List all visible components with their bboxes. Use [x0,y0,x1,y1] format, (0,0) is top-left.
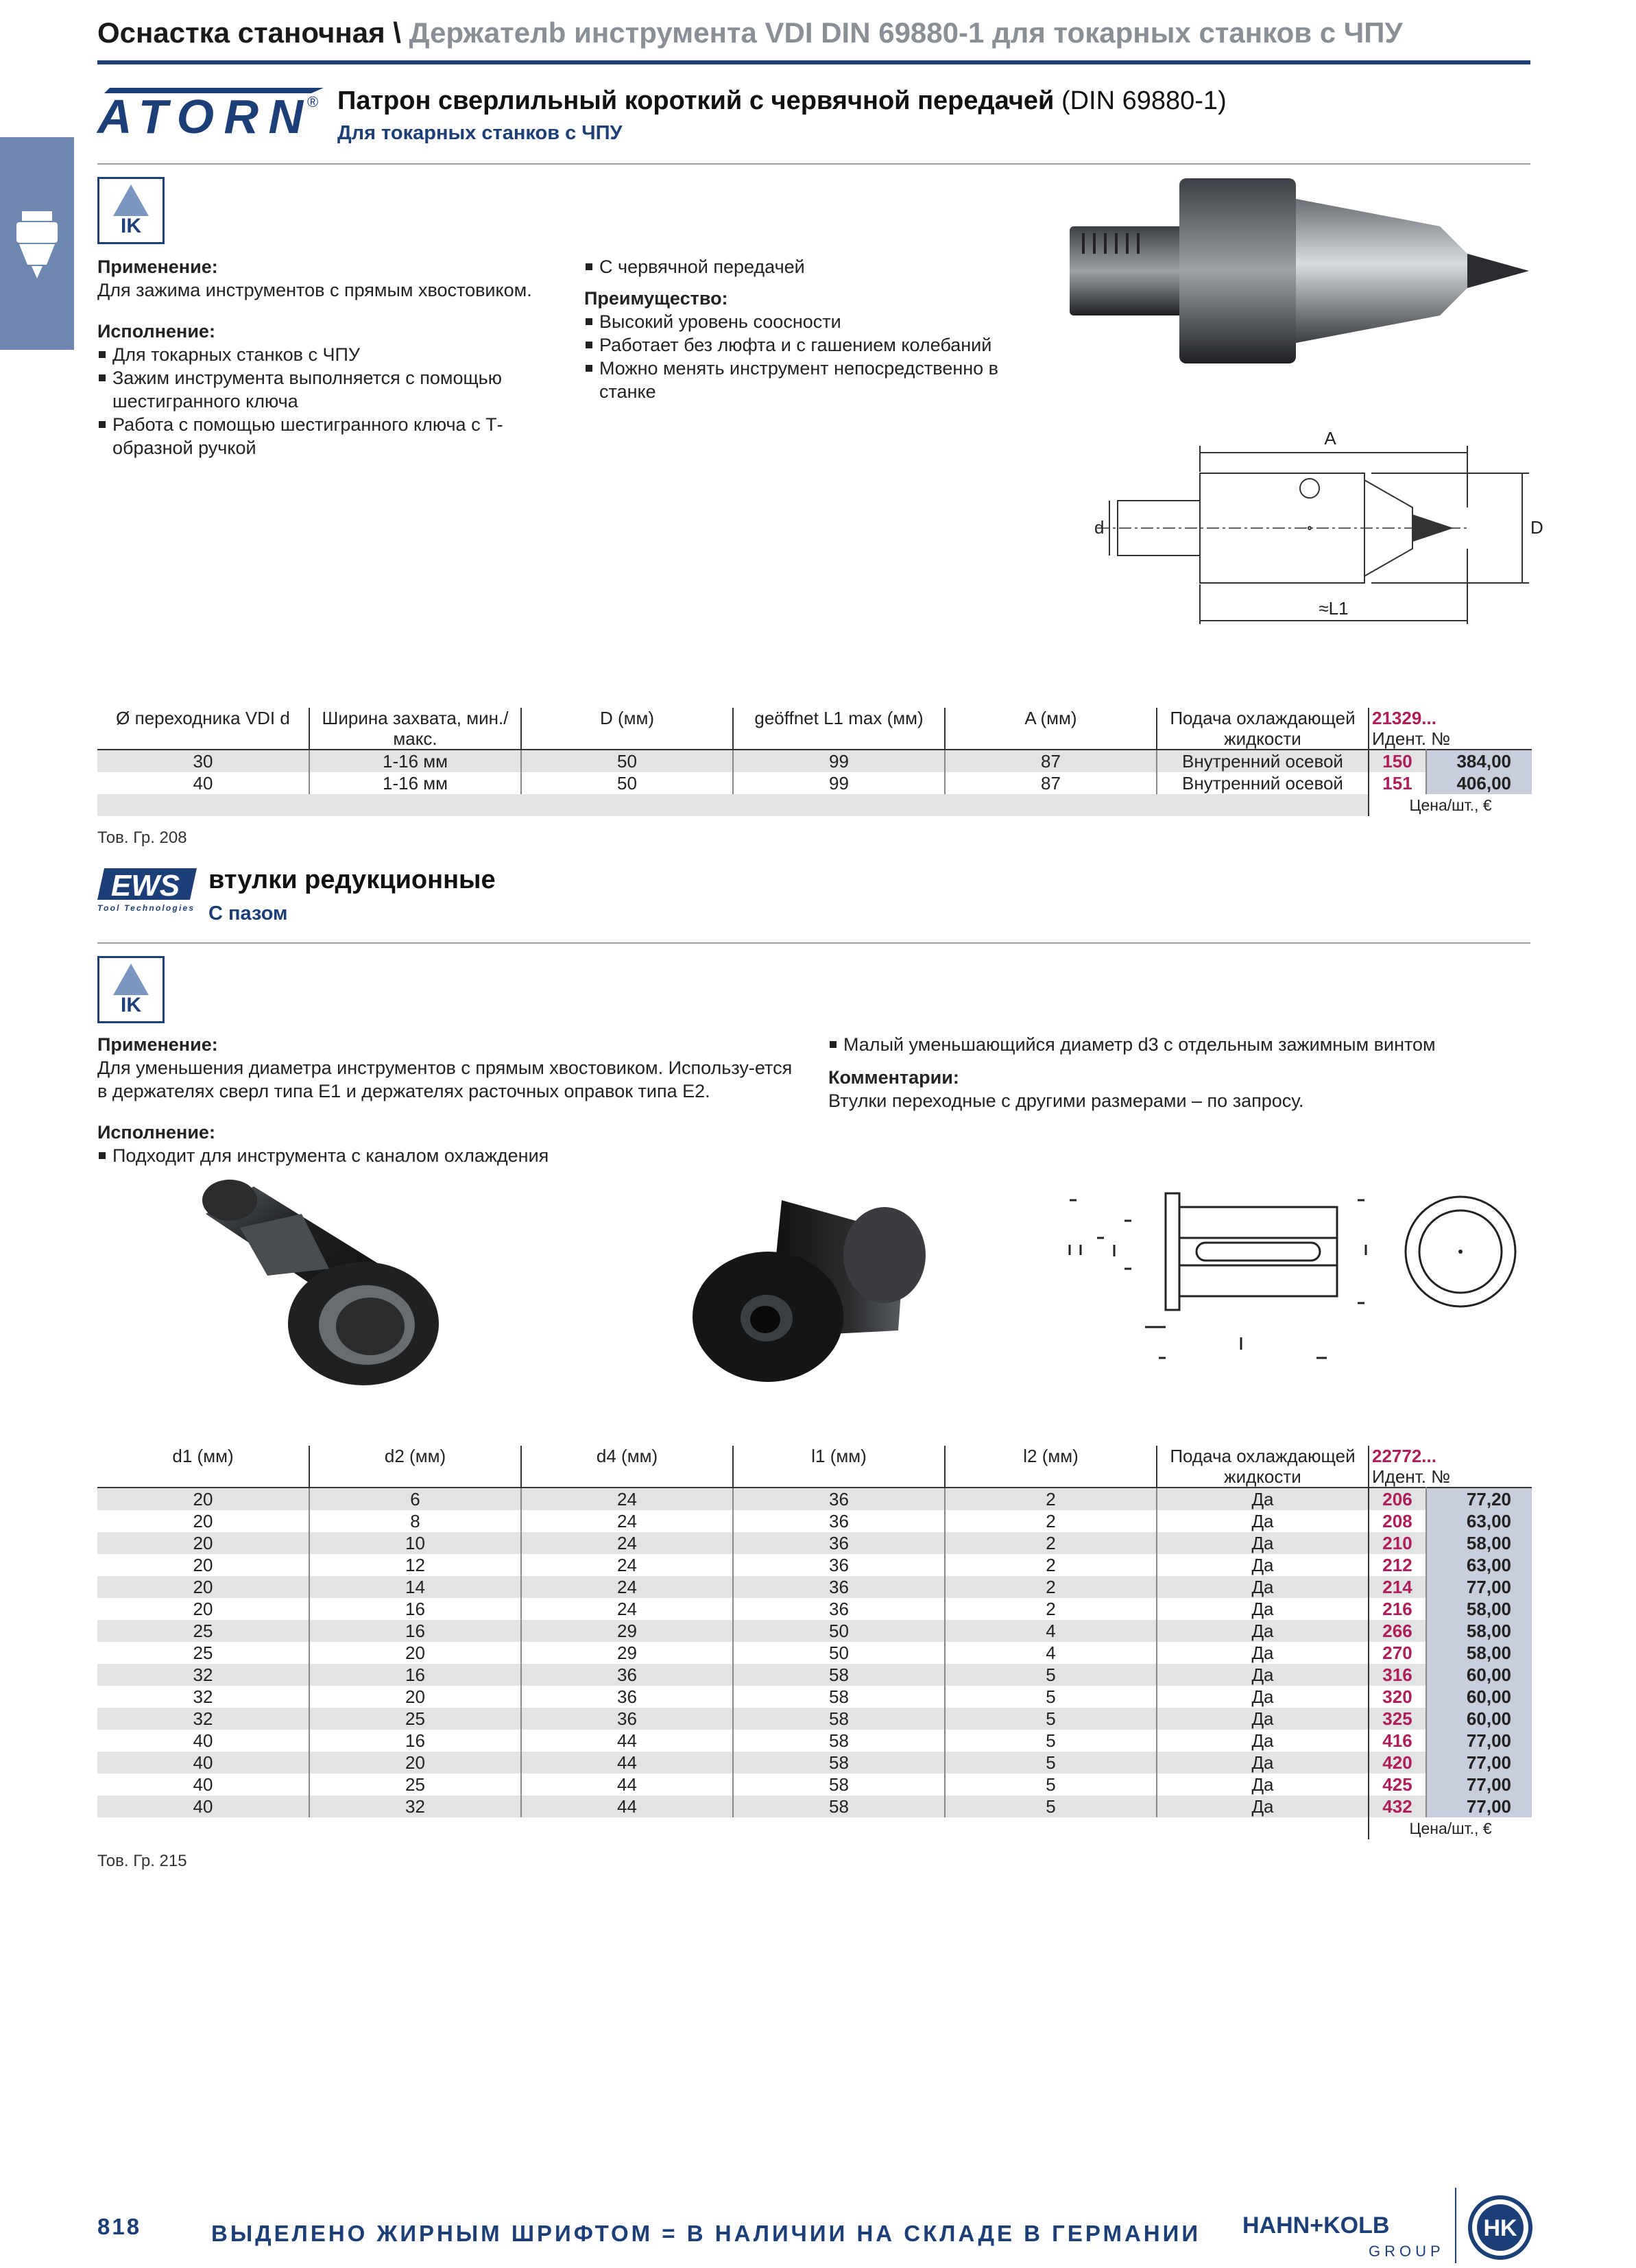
col-header: Подача охлаждающей жидкости [1157,708,1369,750]
ik-internal-coolant-badge: IK [97,177,165,244]
col-header: d4 (мм) [521,1446,733,1488]
side-tab [0,137,74,350]
header-category: Оснастка станочная [97,16,385,49]
table-row: 25 16 29 50 4 Да 266 58,00 [97,1620,1532,1642]
product1-group: Тов. Гр. 208 [97,828,187,847]
table-row: 40 16 44 58 5 Да 416 77,00 [97,1730,1532,1752]
header-rule [97,60,1530,64]
company-name: HAHN+KOLB [1242,2212,1390,2239]
svg-text:EWS: EWS [110,869,180,903]
ik-internal-coolant-badge: IK [97,956,165,1023]
advantage-bullet: Высокий уровень соосности [584,310,1037,333]
svg-text:ATORN: ATORN [97,90,303,143]
ident-header: 22772... Идент. № [1369,1446,1532,1488]
table-row: 20 14 24 36 2 Да 214 77,00 [97,1576,1532,1598]
product1-description-col1: Применение: Для зажима инструментов с прямым хвостовиком. Исполнение: Для токарных станков с ЧПУ Зажим инструмента выполняется с помощью шестигранного ключа Работа с помощью шестигранного ключа с Т-образной ручкой [97,255,577,459]
table-row: 20 16 24 36 2 Да 216 58,00 [97,1598,1532,1620]
product1-rule [97,163,1530,165]
svg-text:Tool Technologies: Tool Technologies [97,903,193,913]
table-row: 40 20 44 58 5 Да 420 77,00 [97,1752,1532,1774]
table-row: 25 20 29 50 4 Да 270 58,00 [97,1642,1532,1664]
product2-description-col1: Применение: Для уменьшения диаметра инструментов с прямым хвостовиком. Использу-ется в держателях сверл типа E1 и держателях расточных оправок типа E2. Исполнение: Подходит для инструмента с каналом охлаждения [97,1033,797,1167]
table-row: 30 1-16 мм 50 99 87 Внутренний осевой 150 384,00 [97,750,1532,772]
header-separator: \ [393,16,401,49]
price-caption: Цена/шт., € [1369,1817,1532,1839]
product1-title: Патрон сверлильный короткий с червячной передачей (DIN 69880-1) [337,86,1227,115]
advantage-bullet: Работает без люфта и с гашением колебаний [584,333,1037,357]
table-row: 32 25 36 58 5 Да 325 60,00 [97,1708,1532,1730]
drill-chuck-dimension-drawing [1056,425,1543,631]
product1-description-col2: С червячной передачей Преимущество: Высокий уровень соосности Работает без люфта и с гашением колебаний Можно менять инструмент непосредственно в станке [584,255,1037,403]
hahn-kolb-logo [1467,2195,1533,2260]
svg-text:d: d [1094,517,1105,538]
product2-group: Тов. Гр. 215 [97,1852,187,1870]
reducing-sleeve-photo-1 [192,1173,466,1392]
table-row: 20 12 24 36 2 Да 212 63,00 [97,1554,1532,1576]
col-header: Ø переходника VDI d [116,708,290,728]
company-group: GROUP [1369,2243,1445,2260]
col-header: l2 (мм) [945,1446,1157,1488]
table-row: 20 10 24 36 2 Да 210 58,00 [97,1532,1532,1554]
svg-text:®: ® [307,93,319,110]
reducing-sleeve-dimension-drawing [1056,1180,1536,1378]
page-header [97,16,1403,49]
col-header: D (мм) [521,708,733,750]
coolant-triangle-icon [113,184,149,216]
col-header: Подача охлаждающей жидкости [1157,1446,1369,1488]
product2-rule [97,942,1530,944]
table-row: 32 20 36 58 5 Да 320 60,00 [97,1686,1532,1708]
feature-bullet: С червячной передачей [584,255,1037,278]
drill-chuck-icon [0,137,74,350]
table-row: 32 16 36 58 5 Да 316 60,00 [97,1664,1532,1686]
table-row: 40 1-16 мм 50 99 87 Внутренний осевой 151 406,00 [97,772,1532,794]
col-header: d1 (мм) [172,1446,234,1466]
svg-text:D: D [1530,517,1543,538]
col-header: Ширина захвата, мин./макс. [309,708,521,750]
svg-text:≈L1: ≈L1 [1319,598,1349,619]
col-header: A (мм) [945,708,1157,750]
stock-note: ВЫДЕЛЕНО ЖИРНЫМ ШРИФТОМ = В НАЛИЧИИ НА СКЛАДЕ В ГЕРМАНИИ [211,2221,1201,2246]
col-header: d2 (мм) [309,1446,521,1488]
col-header: l1 (мм) [733,1446,945,1488]
atorn-logo [97,84,324,143]
product1-table [97,708,1532,816]
drill-chuck-photo [1056,171,1536,377]
table-row: 40 25 44 58 5 Да 425 77,00 [97,1774,1532,1795]
product1-subtitle: Для токарных станков с ЧПУ [337,122,623,144]
reducing-sleeve-photo-2 [679,1173,953,1392]
advantage-bullet: Можно менять инструмент непосредственно в станке [584,357,1037,403]
design-bullet: Для токарных станков с ЧПУ [97,343,577,366]
product2-title: втулки редукционные [208,866,496,894]
design-bullet: Подходит для инструмента с каналом охлаждения [97,1144,797,1167]
footer-divider [1455,2188,1456,2263]
price-caption: Цена/шт., € [1369,794,1532,816]
header-subcategory: Держателb инструмента VDI DIN 69880-1 для токарных станков с ЧПУ [409,16,1403,49]
coolant-triangle-icon [113,964,149,995]
table-row: 20 8 24 36 2 Да 208 63,00 [97,1510,1532,1532]
page-number: 818 [97,2214,142,2239]
svg-text:HK: HK [1483,2215,1517,2241]
table-footer-row [97,1817,1532,1839]
design-bullet: Работа с помощью шестигранного ключа с Т-образной ручкой [97,413,577,459]
table-row: 20 6 24 36 2 Да 206 77,20 [97,1488,1532,1510]
product2-description-col2: Малый уменьшающийся диаметр d3 с отдельным зажимным винтом Комментарии: Втулки переходные с другими размерами – по запросу. [828,1033,1528,1112]
col-header: geöffnet L1 max (мм) [733,708,945,750]
ident-header: 21329... Идент. № [1369,708,1532,750]
product2-subtitle: С пазом [208,903,288,924]
table-footer-row [97,794,1532,816]
table-row: 40 32 44 58 5 Да 432 77,00 [97,1795,1532,1817]
svg-text:A: A [1324,428,1336,449]
ews-logo [97,866,197,915]
product2-table [97,1446,1532,1839]
feature-bullet: Малый уменьшающийся диаметр d3 с отдельным зажимным винтом [828,1033,1528,1056]
design-bullet: Зажим инструмента выполняется с помощью шестигранного ключа [97,366,577,413]
